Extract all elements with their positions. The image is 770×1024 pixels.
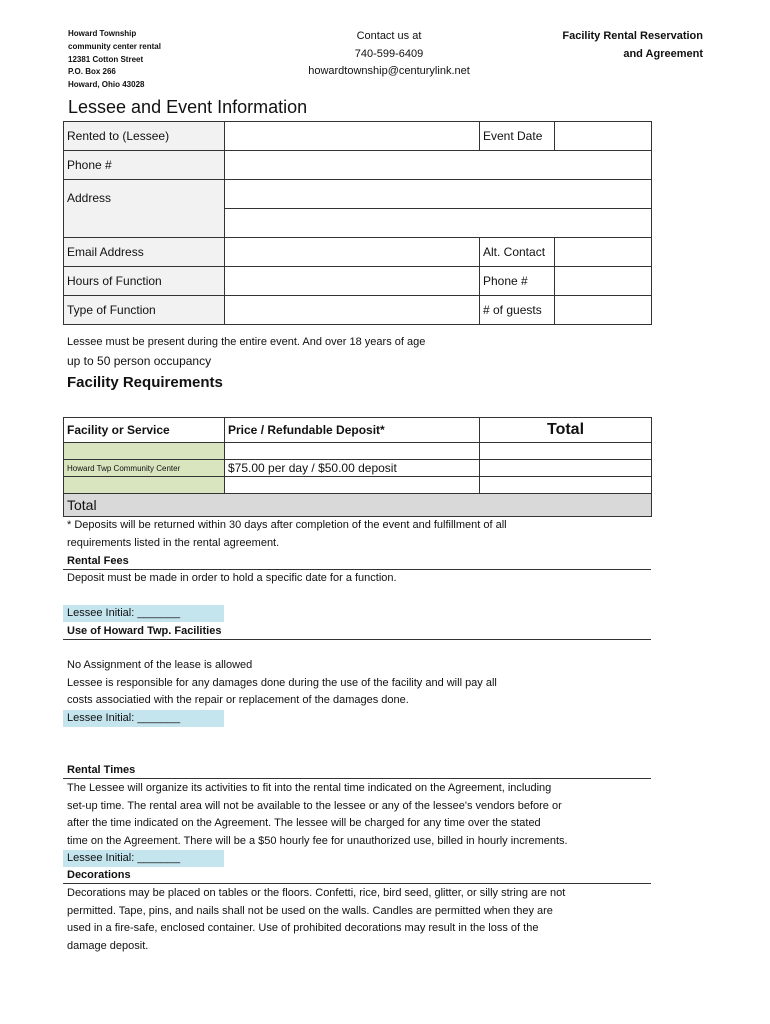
alt-contact-label: Alt. Contact	[480, 238, 555, 267]
rental-times-heading: Rental Times	[67, 764, 136, 776]
facility-row-name: Howard Twp Community Center	[64, 460, 225, 477]
rented-to-label: Rented to (Lessee)	[64, 122, 225, 151]
deposit-footnote-line1: * Deposits will be returned within 30 days after completion of the event and fulfillment of all	[67, 519, 507, 531]
organization-address	[68, 28, 161, 92]
col-facility-header: Facility or Service	[64, 418, 225, 443]
alt-phone-label: Phone #	[480, 267, 555, 296]
guests-label: # of guests	[480, 296, 555, 325]
address-field-line2[interactable]	[225, 209, 652, 238]
function-type-label: Type of Function	[64, 296, 225, 325]
paragraph-line: set-up time. The rental area will not be available to the lessee or any of the lessee's vendors before or	[67, 799, 562, 812]
facility-section-heading: Facility Requirements	[67, 374, 223, 391]
paragraph-line: damage deposit.	[67, 939, 149, 952]
price-blank-cell[interactable]	[225, 443, 480, 460]
guests-field[interactable]	[555, 296, 652, 325]
event-date-label: Event Date	[480, 122, 555, 151]
org-line: community center rental	[68, 41, 161, 51]
phone-label: Phone #	[64, 151, 225, 180]
contact-phone: 740-599-6409	[354, 47, 424, 60]
org-line: Howard, Ohio 43028	[68, 80, 145, 90]
lessee-section-heading: Lessee and Event Information	[68, 97, 308, 117]
lessee-note-occupancy: up to 50 person occupancy	[67, 354, 212, 368]
decorations-heading: Decorations	[67, 869, 131, 881]
facility-row-price: $75.00 per day / $50.00 deposit	[225, 460, 480, 477]
org-line: Howard Township	[68, 29, 137, 38]
use-facilities-line2: Lessee is responsible for any damages done during the use of the facility and will pay all	[67, 677, 497, 689]
rental-times-paragraph	[67, 780, 647, 850]
alt-contact-field[interactable]	[555, 238, 652, 267]
hours-field[interactable]	[225, 267, 480, 296]
facility-blank-cell[interactable]	[64, 477, 225, 494]
use-facilities-line1: No Assignment of the lease is allowed	[67, 659, 253, 671]
function-type-field[interactable]	[225, 296, 480, 325]
paragraph-line: used in a fire-safe, enclosed container. Use of prohibited decorations may result in the loss of the	[67, 922, 539, 935]
address-field-line1[interactable]	[225, 180, 652, 209]
lessee-note-age: Lessee must be present during the entire event. And over 18 years of age	[67, 336, 426, 348]
lessee-info-table	[63, 121, 652, 325]
facility-total-row: Total	[64, 494, 652, 517]
rental-fees-heading: Rental Fees	[67, 555, 129, 567]
section-divider	[63, 883, 651, 884]
section-divider	[63, 639, 651, 640]
lessee-initial-field[interactable]: Lessee Initial: _______	[63, 850, 224, 867]
form-title	[530, 28, 703, 63]
paragraph-line: after the time indicated on the Agreement. The lessee will be charged for any time over the stated	[67, 817, 541, 830]
form-title-line2: and Agreement	[623, 47, 703, 60]
event-date-field[interactable]	[555, 122, 652, 151]
email-label: Email Address	[64, 238, 225, 267]
phone-field[interactable]	[225, 151, 652, 180]
rented-to-field[interactable]	[225, 122, 480, 151]
lessee-initial-field[interactable]: Lessee Initial: _______	[63, 710, 224, 727]
facility-row-total-field[interactable]	[480, 460, 652, 477]
form-title-line1: Facility Rental Reservation	[562, 30, 703, 42]
paragraph-line: Decorations may be placed on tables or the floors. Confetti, rice, bird seed, glitter, or silly string are not	[67, 887, 566, 899]
hours-label: Hours of Function	[64, 267, 225, 296]
col-price-header: Price / Refundable Deposit*	[225, 418, 480, 443]
use-facilities-line3: costs associatied with the repair or replacement of the damages done.	[67, 694, 409, 706]
price-blank-cell[interactable]	[225, 477, 480, 494]
lessee-initial-field[interactable]: Lessee Initial: _______	[63, 605, 224, 622]
total-blank-cell[interactable]	[480, 443, 652, 460]
paragraph-line: The Lessee will organize its activities to fit into the rental time indicated on the Agreement, including	[67, 782, 552, 794]
section-divider	[63, 778, 651, 779]
contact-email: howardtownship@centurylink.net	[308, 65, 470, 77]
paragraph-line: time on the Agreement. There will be a $50 hourly fee for unauthorized use, billed in hourly increments.	[67, 834, 568, 847]
decorations-paragraph	[67, 885, 647, 955]
facility-blank-cell[interactable]	[64, 443, 225, 460]
contact-block	[280, 28, 498, 81]
alt-phone-field[interactable]	[555, 267, 652, 296]
address-label: Address	[64, 180, 225, 238]
org-line: 12381 Cotton Street	[68, 54, 144, 64]
contact-label: Contact us at	[356, 30, 422, 42]
facility-table	[63, 417, 652, 517]
total-blank-cell[interactable]	[480, 477, 652, 494]
col-total-header: Total	[480, 418, 652, 443]
section-divider	[63, 569, 651, 570]
email-field[interactable]	[225, 238, 480, 267]
org-line: P.O. Box 266	[68, 67, 116, 77]
rental-fees-text: Deposit must be made in order to hold a specific date for a function.	[67, 572, 397, 584]
deposit-footnote-line2: requirements listed in the rental agreement.	[67, 537, 280, 549]
paragraph-line: permitted. Tape, pins, and nails shall not be used on the walls. Candles are permitted when they are	[67, 904, 553, 917]
use-facilities-heading: Use of Howard Twp. Facilities	[67, 625, 222, 637]
